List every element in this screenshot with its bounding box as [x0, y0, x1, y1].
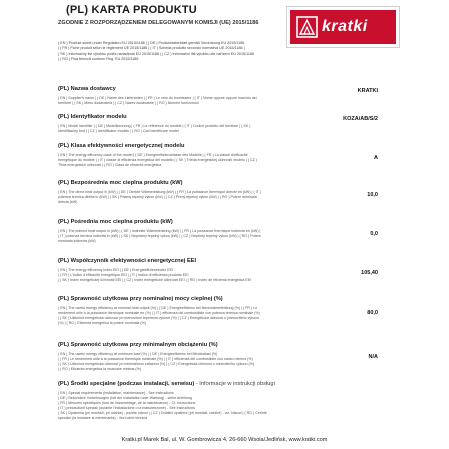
- desc-line: ( EN ) The useful energy efficiency at minimum load (%) | ( DE ) Energieeffizienz bei Mindestlast (%): [58, 352, 218, 356]
- desc-line: | ( SK ) Užitočná energetická účinnosť pri menovitom tepelnom výkone (%) | ( CZ ) Energetická účinnost u jmenovitého výkonu: [58, 316, 259, 320]
- section-title: (PL) Identyfikator modelu: [58, 114, 127, 120]
- section-value: KRATKI: [357, 88, 378, 94]
- desc-line: (%) | ( RO ) Eficienta energetica la putere nominala (%): [58, 321, 147, 325]
- section-model: [58, 114, 378, 134]
- section-value: A: [374, 155, 378, 161]
- section-value: 10,0: [367, 192, 378, 198]
- desc-line: énergétique du modèle | ( IT ) classe di efficienza energetica del modello | ( SK ) Trieda energetickej účinnosti modelu | ( CZ ): [58, 158, 258, 162]
- intro-translations: [58, 41, 318, 63]
- section-description: [58, 352, 378, 372]
- desc-line: fornitore | ( SK ) Meno dodávateľa | ( CZ ) Název dodavatele | ( RO ) Numele furnizorului: [58, 101, 199, 105]
- section-description: [58, 124, 378, 134]
- section-description: [58, 190, 378, 205]
- desc-line: rendement utile à la puissance thermique nominale en (%) | ( IT ) efficienza del combustibile con potenza termica nominale (%): [58, 311, 260, 315]
- section-description: [58, 268, 378, 283]
- desc-line: potenza termica diretta in (kW) | ( SK ) Priamy tepelný výkon (kW) | ( CZ ) Přímý tepelný výkon (kW) | ( RO ) Putere nominala: [58, 195, 257, 199]
- logo-background: [290, 10, 396, 44]
- section-description: [58, 96, 378, 106]
- section-supplier: [58, 86, 378, 106]
- section-value: 0,0: [370, 231, 378, 237]
- section-title: [58, 381, 378, 387]
- desc-line: | ( SK ) Index energetickej účinnosti EEI | ( CZ ) Index energetické účinnosti EEI | ( RO ) Index de eficienta energetica EEI: [58, 278, 252, 282]
- desc-line: ( EN ) The indirect heat output in (kW) | ( DE ) Indirekte Wärmeleistung (kW) | ( FR ) La puissance thermique indirecte en (kW) |: [58, 229, 261, 233]
- section-title-main: (PL) Środki specjalne (podczas instalacji, serwisu): [58, 381, 195, 387]
- section-description: [58, 153, 378, 168]
- intro-line: | ( RO ) Fișa tehnică conform Reg. EU 2015/1186: [58, 57, 139, 62]
- desc-line: ( EN ) The direct heat output in (kW) | ( DE ) Direkte Wärmeleistung (kW) | ( FR ) La puissance thermique directe en (kW) | ( IT ): [58, 190, 261, 194]
- desc-line: Třída energetické účinnosti | ( RO ) Clasa de eficienta energetica: [58, 163, 162, 167]
- section-description: [58, 229, 378, 244]
- desc-line: ( EN ) The energy efficiency class of the model | ( DE ) Energieeffizienzklasse des Modells | ( FR ) La classe d'efficacité: [58, 153, 248, 157]
- intro-line: ( SK ) Informačný list výrobku podľa nariadenia EÚ 2015/1186 | ( CZ ) Informační list výrobku dle nařízení EU 2015/1186: [58, 51, 254, 56]
- desc-line: nominala indirecta (kW): [58, 239, 96, 243]
- section-nominal-efficiency: [58, 296, 378, 326]
- desc-line: ( EN ) Special requirements (installation, maintenance) - See instructions: [58, 391, 174, 395]
- section-title: (PL) Bezpośrednia moc cieplna produktu (kW): [58, 180, 183, 186]
- desc-line: | ( SK ) Užitočná energetická účinnosť pri minimálnom zaťažení (%) | ( CZ ) Energetická účinnost u minimálního výkonu (%): [58, 362, 255, 366]
- section-energy-efficiency-index: [58, 258, 378, 283]
- intro-line: ( EN ) Product sheet under Regulation EU 2015/1186 | ( DE ) Produktdatenblatt gemäß Verordnung EU 2015/1186: [58, 41, 245, 45]
- section-energy-class: [58, 143, 378, 168]
- section-direct-heat-output: [58, 180, 378, 205]
- section-description: [58, 391, 378, 421]
- desc-line: ( EN ) Model identifier | ( DE ) Modellkennung | ( FR ) Le référence du modèle | ( IT ) Codice prodotto del fornitore | ( SK ): [58, 124, 251, 128]
- intro-line: | ( FR ) Fiche produit selon le règlement UE 2015/1186 | ( IT ) Scheda prodotto secondo normativa UE 2015/1186 |: [58, 46, 245, 51]
- desc-line: speciale (la instalare si mentenanta) - Vezi carte tehnica: [58, 416, 148, 420]
- section-indirect-heat-output: [58, 219, 378, 244]
- section-title: (PL) Sprawność użytkowa przy nominalnej mocy cieplnej (%): [58, 296, 223, 302]
- section-title-suffix: - Informacje w instrukcji obsługi: [194, 381, 275, 387]
- desc-line: ( EN ) Supplier's name | ( DE ) Name des Lieferanten | ( FR ) Le nom du fournisseur | ( IT ) Nome oppure oppure marchio del: [58, 96, 257, 100]
- section-title: (PL) Współczynnik efektywności energetycznej EEI: [58, 258, 197, 264]
- section-special-precautions: [58, 381, 378, 421]
- desc-line: | ( RO ) Eficienta energetica la incarcare minima (%): [58, 367, 142, 371]
- section-value: 80,0: [367, 310, 378, 316]
- desc-line: Identifikačný kód | ( CZ ) Identifikátor modelu | ( RO ) Cod identificare model: [58, 129, 179, 133]
- section-value: KOZA/AB/S/2: [343, 116, 378, 122]
- page-footer: Kratki.pl Marek Bal, ul. W. Gombrowicza 4, 26-660 Wsola/Jedlińsk, www.kratki.com: [121, 437, 328, 443]
- desc-line: ( SK ) Opatrenia (pri montáži, pri údržbe) - pozrite návod | ( CZ ) Zvláštní opatření (při montáži, údržbě) - viz. Návod | ( RO ) Cerinte: [58, 411, 267, 415]
- desc-line: ( EN ) The energy efficiency index EEI | ( DE ) Energieeffizienzindex EEI: [58, 268, 173, 272]
- desc-line: | ( FR ) L'indice d'efficacité énergétique EEI | ( IT ) indice di efficienza prodotto EEI: [58, 273, 189, 277]
- desc-line: | ( FR ) Le rendement utile à la puissance thermique minimale (%) | ( IT ) efficienza del combustibile con carico minimo (%): [58, 357, 253, 361]
- desc-line: ( DE ) Besondere Vorkehrungen (bei der Installation oder Wartung) - siehe Anleitung: [58, 396, 192, 400]
- section-minimum-efficiency: [58, 342, 378, 372]
- section-value: 105,40: [361, 270, 378, 276]
- logo-wordmark: kratki: [322, 18, 368, 35]
- desc-line: ( EN ) The useful energy efficiency at nominal heat output (%) | ( DE ) Energieeffizienz bei Nennwärmeleistung (%) | ( FR ) Le: [58, 306, 258, 310]
- section-title: (PL) Sprawność użytkowa przy minimalnym obciążeniu (%): [58, 342, 218, 348]
- section-title: (PL) Nazwa dostawcy: [58, 86, 116, 92]
- desc-line: ( FR ) Mesures spécifiques (lors de l'assemblage, de la maintenance) - Cf. instructions: [58, 401, 196, 405]
- desc-line: directa (kW): [58, 200, 78, 204]
- section-title: (PL) Klasa efektywności energetycznej modelu: [58, 143, 185, 149]
- flame-emblem-icon: [296, 16, 318, 38]
- section-description: [58, 306, 378, 326]
- desc-line: ( IT ) potenza termica indiretta in (kW) | ( SK ) Nepriamy tepelný výkon (kW) | ( CZ ) Nepřímý tepelný výkon (kW) | ( RO ) Putere: [58, 234, 261, 238]
- section-title: (PL) Pośrednia moc cieplna produktu (kW): [58, 219, 173, 225]
- desc-line: ( IT ) precauzioni speciali (durante l'installazione o la manutenzione) - See instructions: [58, 406, 195, 410]
- section-value: N/A: [368, 354, 378, 360]
- page-subtitle: ZGODNIE Z ROZPORZĄDZENIEM DELEGOWANYM KOMISJI (UE) 2015/1186: [58, 20, 259, 26]
- page-title: (PL) KARTA PRODUKTU: [66, 4, 197, 16]
- brand-logo: [286, 6, 400, 48]
